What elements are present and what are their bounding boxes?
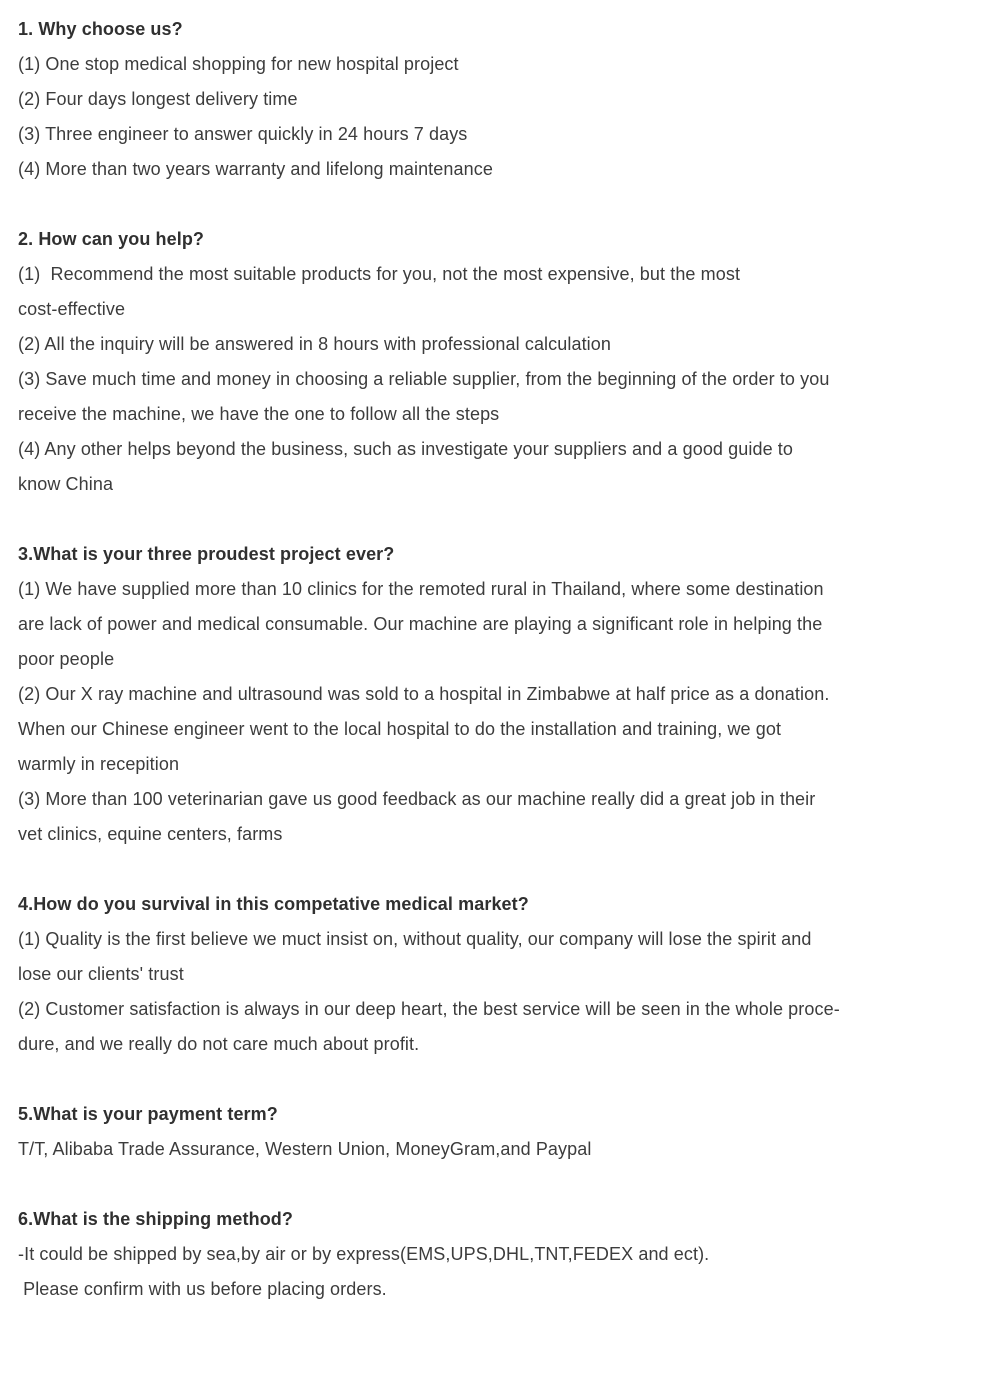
faq-answer-line: dure, and we really do not care much about profit. <box>18 1034 420 1054</box>
faq-section-payment-term <box>18 1097 980 1167</box>
faq-answer-line: (2) Four days longest delivery time <box>18 89 298 109</box>
faq-answer-line: vet clinics, equine centers, farms <box>18 824 283 844</box>
faq-answer-line: warmly in recepition <box>18 754 180 774</box>
faq-section-why-choose-us <box>18 12 980 187</box>
faq-section-how-can-you-help <box>18 222 980 502</box>
faq-answer-line: know China <box>18 474 114 494</box>
faq-answer-line: (1) Recommend the most suitable products for you, not the most expensive, but the most <box>18 264 741 284</box>
faq-answer-line: receive the machine, we have the one to follow all the steps <box>18 404 500 424</box>
faq-answer-line: (2) Customer satisfaction is always in our deep heart, the best service will be seen in the whole proce- <box>18 999 840 1019</box>
faq-answer-line: (3) Save much time and money in choosing a reliable supplier, from the beginning of the order to you <box>18 369 830 389</box>
faq-answer-line: T/T, Alibaba Trade Assurance, Western Union, MoneyGram,and Paypal <box>18 1139 592 1159</box>
faq-answer-line: (3) Three engineer to answer quickly in 24 hours 7 days <box>18 124 468 144</box>
faq-answer-line: lose our clients' trust <box>18 964 184 984</box>
faq-answer-line: Please confirm with us before placing orders. <box>18 1279 387 1299</box>
faq-answer-line: are lack of power and medical consumable. Our machine are playing a significant role in helping the <box>18 614 823 634</box>
faq-answer-line: (3) More than 100 veterinarian gave us good feedback as our machine really did a great job in their <box>18 789 816 809</box>
faq-question: 3.What is your three proudest project ever? <box>18 544 395 564</box>
faq-answer-line: (4) Any other helps beyond the business, such as investigate your suppliers and a good guide to <box>18 439 793 459</box>
faq-section-competitive-market <box>18 887 980 1062</box>
faq-answer-line: (1) Quality is the first believe we muct insist on, without quality, our company will lose the spirit and <box>18 929 812 949</box>
faq-answer-line: poor people <box>18 649 115 669</box>
faq-answer-line: (2) Our X ray machine and ultrasound was sold to a hospital in Zimbabwe at half price as a donation. <box>18 684 830 704</box>
faq-answer-line: -It could be shipped by sea,by air or by express(EMS,UPS,DHL,TNT,FEDEX and ect). <box>18 1244 710 1264</box>
faq-answer-line: cost-effective <box>18 299 126 319</box>
faq-question: 5.What is your payment term? <box>18 1104 278 1124</box>
faq-answer-line: (1) We have supplied more than 10 clinics for the remoted rural in Thailand, where some destination <box>18 579 824 599</box>
faq-answer-line: (1) One stop medical shopping for new hospital project <box>18 54 459 74</box>
faq-question: 6.What is the shipping method? <box>18 1209 293 1229</box>
faq-question: 2. How can you help? <box>18 229 205 249</box>
faq-section-shipping-method <box>18 1202 980 1307</box>
faq-question: 1. Why choose us? <box>18 19 183 39</box>
faq-answer-line: (2) All the inquiry will be answered in 8 hours with professional calculation <box>18 334 611 354</box>
faq-answer-line: When our Chinese engineer went to the local hospital to do the installation and training, we got <box>18 719 782 739</box>
faq-question: 4.How do you survival in this competative medical market? <box>18 894 529 914</box>
faq-section-proudest-project <box>18 537 980 852</box>
faq-answer-line: (4) More than two years warranty and lifelong maintenance <box>18 159 493 179</box>
